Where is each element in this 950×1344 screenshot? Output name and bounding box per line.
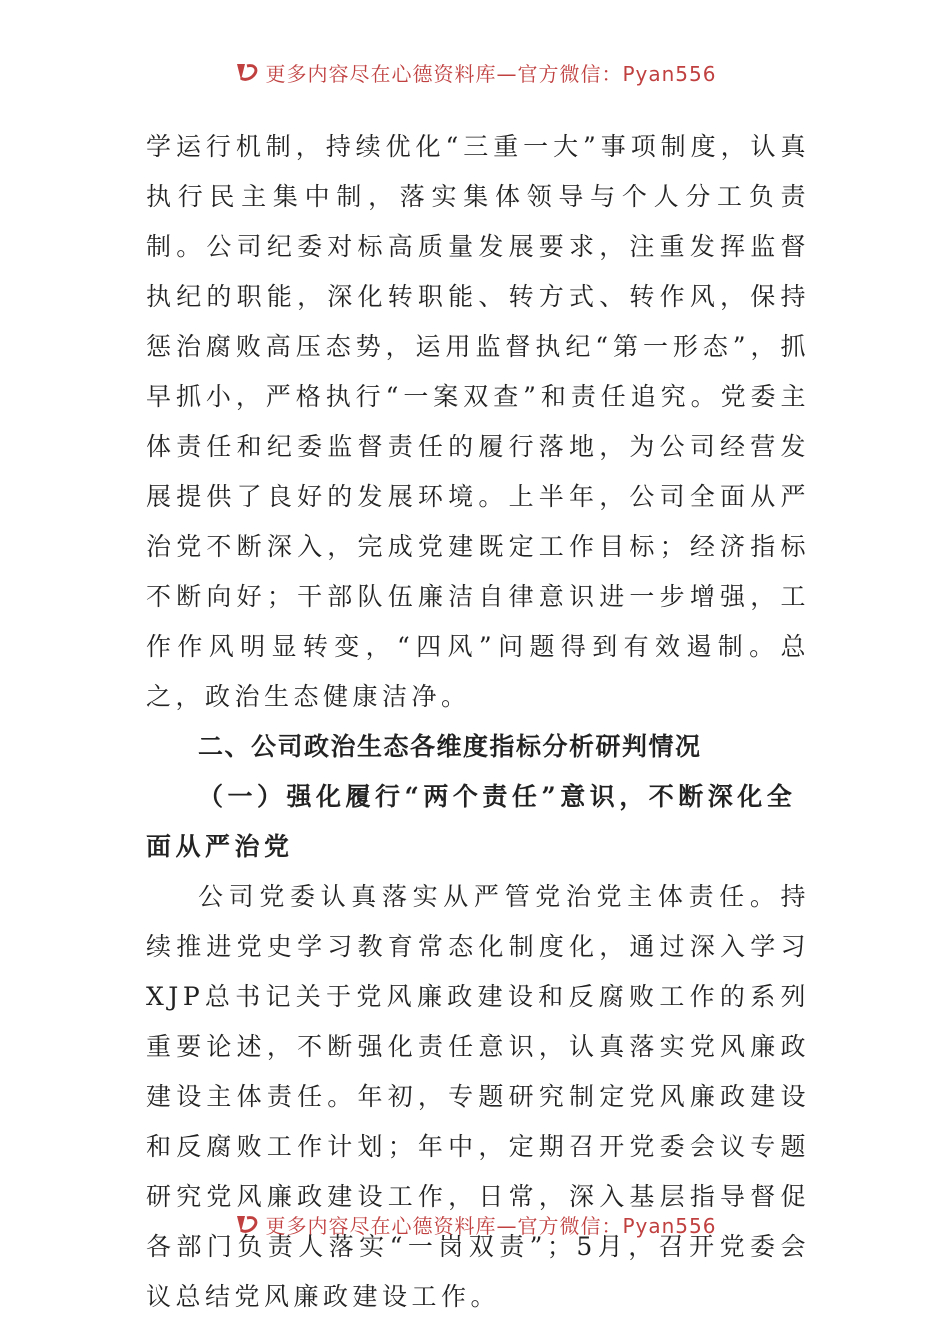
paragraph-2: 公司党委认真落实从严管党治党主体责任。持续推进党史学习教育常态化制度化，通过深入学习XJP总书记关于党风廉政建设和反腐败工作的系列重要论述，不断强化责任意识，认真落实党风廉政建设主体责任。年初，专题研究制定党风廉政建设和反腐败工作计划；年中，定期召开党委会议专题研究党风廉政建设工作，日常，深入基层指导督促各部门负责人落实“一岗双责”；5月，召开党委会议总结党风廉政建设工作。 — [146, 882, 810, 1311]
watermark-text: 更多内容尽在心德资料库—官方微信：Pyan556 — [265, 1213, 717, 1238]
subsection-heading-1: （一）强化履行“两个责任”意识，不断深化全面从严治党 — [146, 782, 797, 861]
paragraph-1: 学运行机制，持续优化“三重一大”事项制度，认真执行民主集中制，落实集体领导与个人分工负责制。公司纪委对标高质量发展要求，注重发挥监督执纪的职能，深化转职能、转方式、转作风，保持惩治腐败高压态势，运用监督执纪“第一形态”，抓早抓小，严格执行“一案双查”和责任追究。党委主体责任和纪委监督责任的履行落地，为公司经营发展提供了良好的发展环境。上半年，公司全面从严治党不断深入，完成党建既定工作目标；经济指标不断向好；干部队伍廉洁自律意识进一步增强，工作作风明显转变，“四风”问题得到有效遏制。总之，政治生态健康洁净。 — [146, 132, 810, 711]
header-watermark — [0, 52, 950, 92]
document-body — [146, 122, 810, 1322]
section-heading-2: 二、公司政治生态各维度指标分析研判情况 — [198, 732, 702, 761]
footer-watermark — [0, 1204, 950, 1244]
watermark-logo-icon — [233, 60, 261, 84]
watermark-logo-icon — [233, 1212, 261, 1236]
watermark-text: 更多内容尽在心德资料库—官方微信：Pyan556 — [265, 61, 717, 86]
